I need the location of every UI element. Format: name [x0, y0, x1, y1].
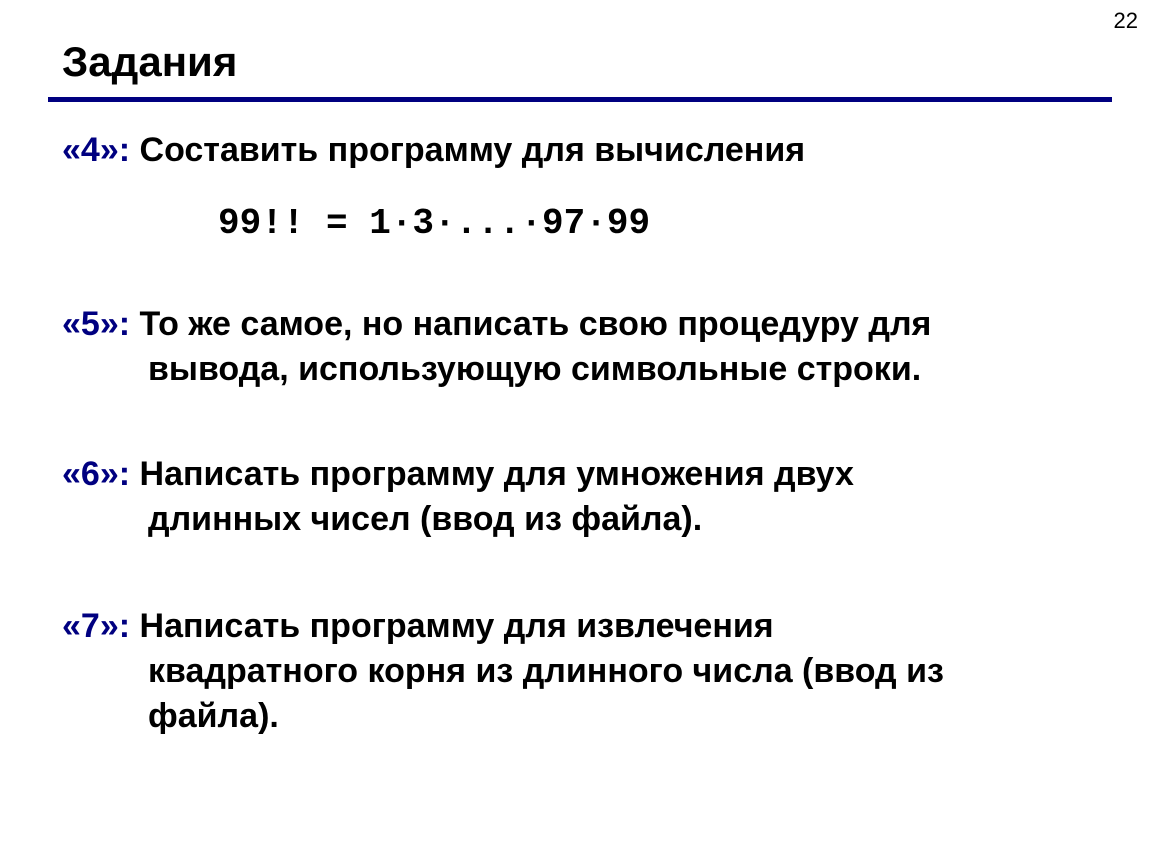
- task-6-continuation: длинных чисел (ввод из файла).: [148, 500, 703, 538]
- task-5-marker: «5»:: [62, 305, 131, 343]
- task-4: [62, 128, 1102, 173]
- task-5-continuation: вывода, использующую символьные строки.: [148, 350, 922, 388]
- task-5-text: То же самое, но написать свою процедуру для: [130, 305, 932, 343]
- title-divider: [48, 97, 1112, 102]
- task-7-continuation-2: файла).: [148, 697, 279, 735]
- task-6: [62, 452, 1102, 542]
- task-7-text: Написать программу для извлечения: [130, 607, 774, 645]
- task-5: [62, 302, 1102, 392]
- task-6-text: Написать программу для умножения двух: [130, 455, 854, 493]
- double-factorial-formula: 99!! = 1·3·...·97·99: [218, 203, 651, 244]
- task-4-text: Составить программу для вычисления: [130, 131, 806, 169]
- slide-title: Задания: [62, 38, 238, 85]
- task-7: [62, 604, 1102, 739]
- task-7-continuation: квадратного корня из длинного числа (ввод из: [148, 652, 944, 690]
- task-6-marker: «6»:: [62, 455, 131, 493]
- task-7-marker: «7»:: [62, 607, 131, 645]
- page-number: 22: [1113, 8, 1138, 33]
- task-4-marker: «4»:: [62, 131, 131, 169]
